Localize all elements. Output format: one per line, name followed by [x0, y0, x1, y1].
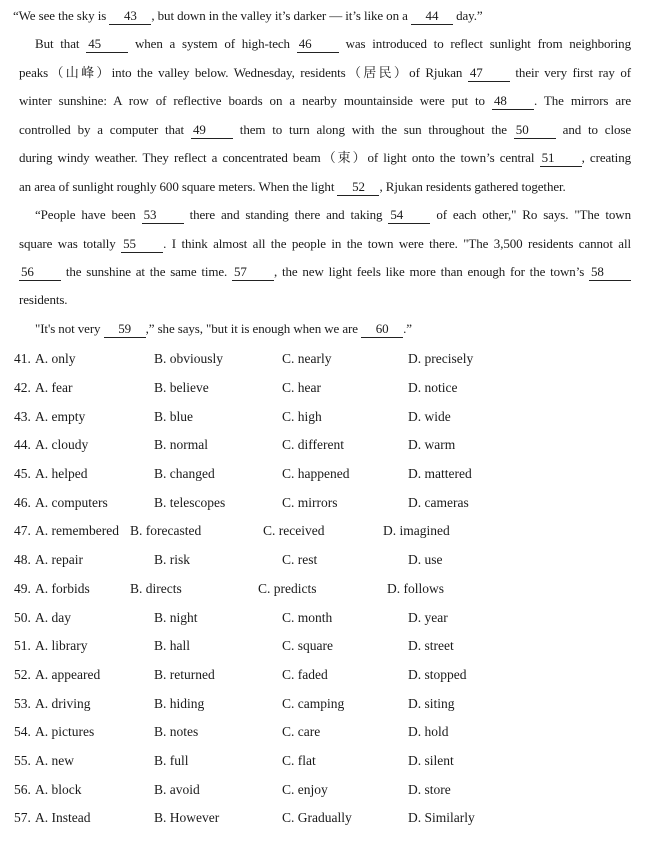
option-c: C. different: [282, 437, 344, 453]
option-d: D. hold: [408, 724, 449, 740]
option-c: C. month: [282, 609, 333, 625]
question-number: 42.: [14, 380, 31, 396]
option-b: B. night: [154, 609, 198, 625]
option-a: A. Instead: [35, 810, 91, 826]
option-b: B. blue: [154, 408, 193, 424]
passage-line-8: “People have been 53 there and standing there and taking 54 of each other," Ro says. "The town: [35, 207, 631, 223]
option-d: D. wide: [408, 408, 451, 424]
question-number: 56.: [14, 781, 31, 797]
blank-46: 46: [297, 36, 339, 53]
option-d: D. silent: [408, 752, 454, 768]
question-row-54: [14, 718, 650, 747]
option-a: A. library: [35, 638, 88, 654]
option-d: D. store: [408, 781, 451, 797]
option-c: C. mirrors: [282, 494, 338, 510]
blank-52: 52: [337, 179, 379, 196]
option-c: C. flat: [282, 752, 316, 768]
question-row-53: [14, 689, 650, 718]
question-row-50: [14, 603, 650, 632]
option-a: A. new: [35, 752, 74, 768]
question-row-43: [14, 402, 650, 431]
question-row-57: [14, 804, 650, 833]
option-a: A. repair: [35, 552, 83, 568]
option-c: C. high: [282, 408, 322, 424]
option-c: C. hear: [282, 380, 321, 396]
blank-48: 48: [492, 93, 534, 110]
passage-line-9: square was totally 55 . I think almost all the people in the town were there. "The 3,500 residents cannot all: [19, 235, 631, 251]
option-c: C. care: [282, 724, 321, 740]
option-b: B. hall: [154, 638, 190, 654]
blank-49: 49: [191, 122, 233, 139]
question-number: 49.: [14, 580, 31, 596]
option-d: D. mattered: [408, 466, 472, 482]
option-b: B. However: [154, 810, 220, 826]
option-b: B. obviously: [154, 351, 224, 367]
option-d: D. precisely: [408, 351, 474, 367]
question-row-52: [14, 661, 650, 690]
option-b: B. changed: [154, 466, 215, 482]
option-c: C. square: [282, 638, 333, 654]
question-row-42: [14, 374, 650, 403]
cloze-passage: [13, 2, 632, 343]
passage-line-10: 56 the sunshine at the same time. 57 , the new light feels like more than enough for the town’s 58: [19, 258, 631, 286]
question-row-41: [14, 345, 650, 374]
option-a: A. helped: [35, 466, 88, 482]
blank-43: 43: [109, 8, 151, 25]
question-number: 55.: [14, 752, 31, 768]
question-number: 41.: [14, 351, 31, 367]
question-number: 47.: [14, 523, 31, 539]
passage-line-2: But that 45 when a system of high-tech 46 was introduced to reflect sunlight from neighboring: [35, 36, 631, 52]
option-d: D. notice: [408, 380, 458, 396]
option-a: A. fear: [35, 380, 73, 396]
option-d: D. imagined: [383, 523, 450, 539]
option-c: C. rest: [282, 552, 318, 568]
option-b: B. avoid: [154, 781, 200, 797]
question-number: 48.: [14, 552, 31, 568]
option-d: D. siting: [408, 695, 455, 711]
option-a: A. empty: [35, 408, 86, 424]
passage-line-11: residents.: [19, 292, 68, 308]
options-list: [0, 345, 650, 833]
blank-57: 57: [232, 264, 274, 281]
option-d: D. year: [408, 609, 448, 625]
blank-50: 50: [514, 122, 556, 139]
question-number: 51.: [14, 638, 31, 654]
option-a: A. block: [35, 781, 82, 797]
question-number: 50.: [14, 609, 31, 625]
option-b: B. hiding: [154, 695, 205, 711]
question-row-45: [14, 460, 650, 489]
option-d: D. use: [408, 552, 443, 568]
option-b: B. full: [154, 752, 189, 768]
question-number: 54.: [14, 724, 31, 740]
question-number: 46.: [14, 494, 31, 510]
question-number: 44.: [14, 437, 31, 453]
option-c: C. faded: [282, 666, 328, 682]
question-number: 57.: [14, 810, 31, 826]
question-number: 45.: [14, 466, 31, 482]
blank-47: 47: [468, 65, 510, 82]
question-row-49: [14, 575, 650, 604]
option-a: A. cloudy: [35, 437, 89, 453]
option-c: C. nearly: [282, 351, 332, 367]
option-b: B. normal: [154, 437, 208, 453]
question-number: 53.: [14, 695, 31, 711]
option-d: D. street: [408, 638, 454, 654]
blank-55: 55: [121, 236, 163, 253]
passage-line-3: peaks（山峰）into the valley below. Wednesday, residents（居民）of Rjukan 47 their very first ray of: [19, 64, 631, 80]
option-d: D. warm: [408, 437, 456, 453]
blank-53: 53: [142, 207, 184, 224]
question-row-48: [14, 546, 650, 575]
question-number: 52.: [14, 666, 31, 682]
blank-58: 58: [589, 264, 631, 281]
question-row-55: [14, 747, 650, 776]
passage-line-6: during windy weather. They reflect a concentrated beam（束）of light onto the town’s central 51 , creating: [19, 150, 631, 166]
option-c: C. camping: [282, 695, 345, 711]
blank-44: 44: [411, 8, 453, 25]
passage-line-1: “We see the sky is 43 , but down in the valley it’s darker — it’s like on a 44 day.”: [13, 8, 483, 23]
option-d: D. follows: [387, 580, 444, 596]
option-b: B. telescopes: [154, 494, 226, 510]
blank-51: 51: [540, 150, 582, 167]
option-a: A. computers: [35, 494, 108, 510]
question-row-56: [14, 775, 650, 804]
option-b: B. directs: [130, 580, 182, 596]
passage-line-12: "It's not very 59 ,” she says, "but it is enough when we are 60 .”: [35, 320, 412, 336]
passage-line-7: an area of sunlight roughly 600 square meters. When the light 52 , Rjukan residents gathered together.: [19, 178, 566, 194]
question-row-46: [14, 488, 650, 517]
question-row-47: [14, 517, 650, 546]
option-a: A. day: [35, 609, 71, 625]
question-row-44: [14, 431, 650, 460]
option-b: B. notes: [154, 724, 199, 740]
option-b: B. forecasted: [130, 523, 202, 539]
question-number: 43.: [14, 408, 31, 424]
option-b: B. returned: [154, 666, 215, 682]
option-a: A. appeared: [35, 666, 101, 682]
blank-59: 59: [104, 321, 146, 338]
option-a: A. pictures: [35, 724, 95, 740]
question-row-51: [14, 632, 650, 661]
passage-line-4: winter sunshine: A row of reflective boards on a nearby mountainside were put to 48 . The mirrors are: [19, 93, 631, 109]
blank-54: 54: [388, 207, 430, 224]
blank-45: 45: [86, 36, 128, 53]
option-a: A. forbids: [35, 580, 90, 596]
option-c: C. received: [263, 523, 325, 539]
option-b: B. believe: [154, 380, 209, 396]
option-a: A. driving: [35, 695, 91, 711]
option-d: D. cameras: [408, 494, 469, 510]
option-a: A. remembered: [35, 523, 119, 539]
option-a: A. only: [35, 351, 76, 367]
option-d: D. Similarly: [408, 810, 475, 826]
option-c: C. predicts: [258, 580, 317, 596]
option-b: B. risk: [154, 552, 191, 568]
passage-line-5: controlled by a computer that 49 them to turn along with the sun throughout the 50 and to close: [19, 121, 632, 137]
option-c: C. Gradually: [282, 810, 352, 826]
option-c: C. happened: [282, 466, 350, 482]
option-c: C. enjoy: [282, 781, 328, 797]
blank-56: 56: [19, 264, 61, 281]
option-d: D. stopped: [408, 666, 467, 682]
blank-60: 60: [361, 321, 403, 338]
